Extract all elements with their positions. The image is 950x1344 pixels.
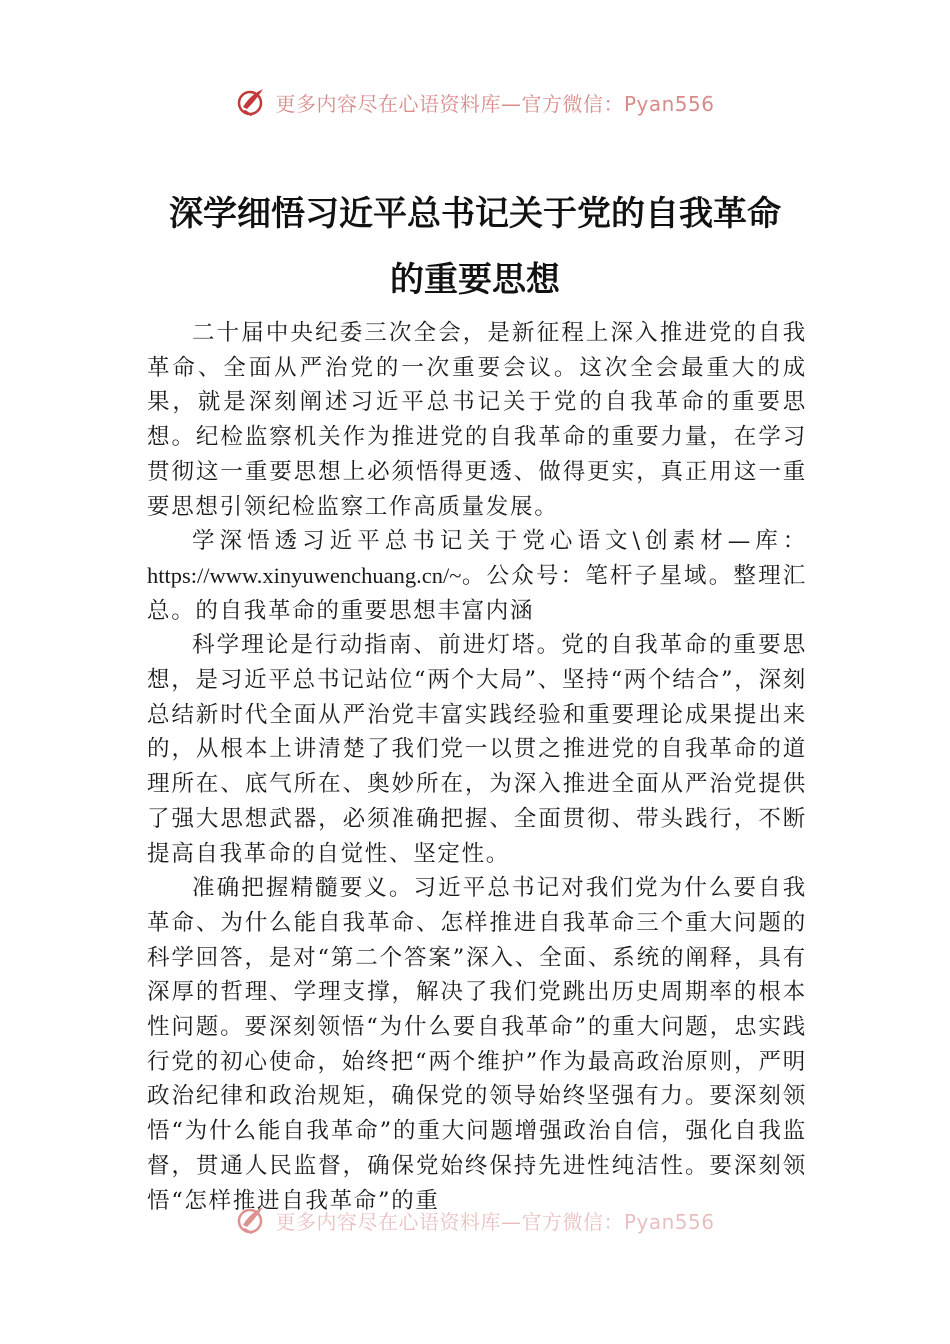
document-title-line-2: 的重要思想 — [390, 260, 560, 300]
header-watermark-banner — [0, 82, 950, 122]
paragraph-4: 准确把握精髓要义。习近平总书记对我们党为什么要自我革命、为什么能自我革命、怎样推进自我革命三个重大问题的科学回答，是对“第二个答案”深入、全面、系统的阐释，具有深厚的哲理、学理支撑，解决了我们党跳出历史周期率的根本性问题。要深刻领悟“为什么要自我革命”的重大问题，忠实践行党的初心使命，始终把“两个维护”作为最高政治原则，严明政治纪律和政治规矩，确保党的领导始终坚强有力。要深刻领悟“为什么能自我革命”的重大问题增强政治自信，强化自我监督，贯通人民监督，确保党始终保持先进性纯洁性。要深刻领悟“怎样推进自我革命”的重 — [147, 875, 807, 1214]
paragraph-3: 科学理论是行动指南、前进灯塔。党的自我革命的重要思想，是习近平总书记站位“两个大局”、坚持“两个结合”，深刻总结新时代全面从严治党丰富实践经验和重要理论成果提出来的，从根本上讲清楚了我们党一以贯之推进党的自我革命的道理所在、底气所在、奥妙所在，为深入推进全面从严治党提供了强大思想武器，必须准确把握、全面贯彻、带头践行，不断提高自我革命的自觉性、坚定性。 — [147, 632, 807, 867]
document-body — [147, 316, 807, 1218]
brush-logo-icon — [235, 1203, 269, 1237]
source-url-link[interactable]: https://www.xinyuwenchuang.cn/~ — [147, 562, 462, 588]
document-title-line-1: 深学细悟习近平总书记关于党的自我革命 — [169, 194, 781, 234]
paragraph-1: 二十届中央纪委三次全会，是新征程上深入推进党的自我革命、全面从严治党的一次重要会议。这次全会最重大的成果，就是深刻阐述习近平总书记关于党的自我革命的重要思想。纪检监察机关作为推进党的自我革命的重要力量，在学习贯彻这一重要思想上必须悟得更透、做得更实，真正用这一重要思想引领纪检监察工作高质量发展。 — [147, 320, 807, 520]
brush-logo-icon — [235, 85, 269, 119]
paragraph-2 — [147, 524, 807, 628]
footer-banner-text: 更多内容尽在心语资料库—官方微信：Pyan556 — [275, 1209, 715, 1234]
paragraph-2-text-a: 学深悟透习近平总书记关于党心语文\创素材—库： — [192, 528, 807, 555]
paragraph-2-text-b: 。公众号：笔杆子星域。整理汇总。的自我革命的重要思想丰富内涵 — [147, 562, 807, 624]
header-banner-text: 更多内容尽在心语资料库—官方微信：Pyan556 — [275, 91, 715, 116]
footer-watermark-banner — [0, 1200, 950, 1240]
